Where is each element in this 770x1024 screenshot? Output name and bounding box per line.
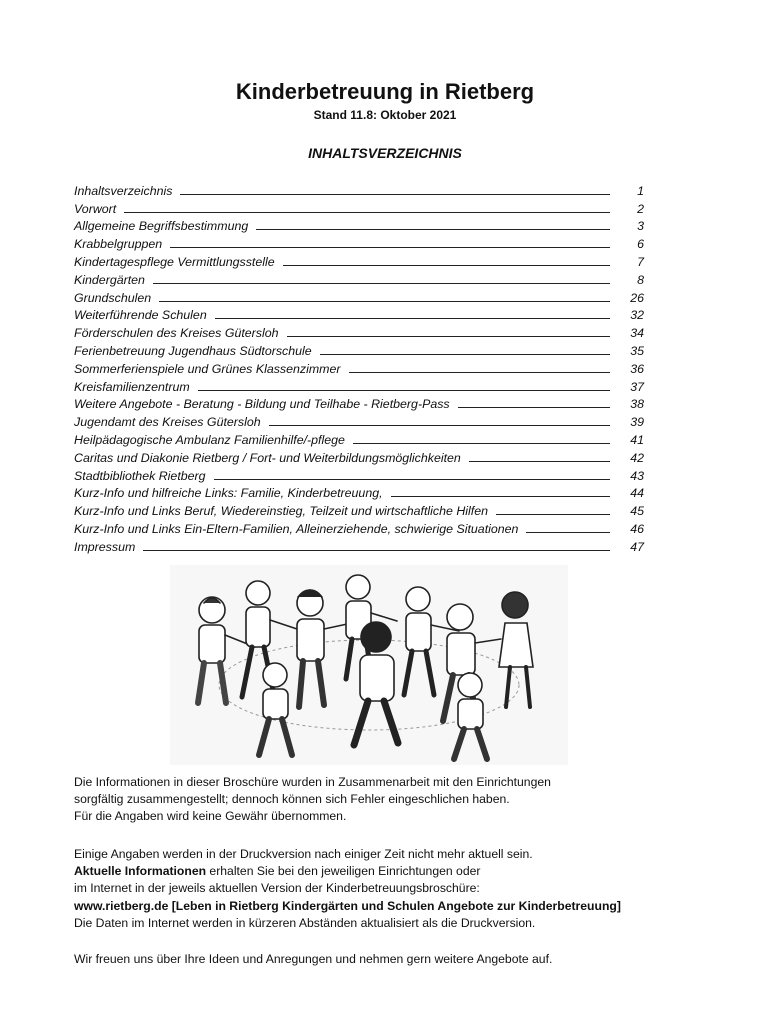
toc-entry-page: 6	[637, 237, 644, 252]
toc-leader-line	[170, 247, 610, 248]
toc-entry	[74, 216, 644, 234]
toc-entry	[74, 322, 644, 340]
toc-entry-page: 38	[630, 397, 644, 412]
current-info-rest: erhalten Sie bei den jeweiligen Einrichtungen oder	[206, 864, 481, 879]
toc-entry-label: Ferienbetreuung Jugendhaus Südtorschule	[74, 343, 312, 358]
toc-leader-line	[214, 479, 610, 480]
toc-entry	[74, 376, 644, 394]
toc-leader-line	[320, 354, 610, 355]
toc-entry	[74, 233, 644, 251]
toc-leader-line	[349, 372, 610, 373]
toc-entry-label: Förderschulen des Kreises Gütersloh	[74, 326, 279, 341]
toc-entry-label: Sommerferienspiele und Grünes Klassenzimmer	[74, 361, 341, 376]
toc-leader-line	[391, 496, 610, 497]
toc-leader-line	[198, 390, 610, 391]
toc-leader-line	[215, 318, 610, 319]
toc-entry-label: Kindertagespflege Vermittlungsstelle	[74, 254, 275, 269]
toc-entry-page: 36	[630, 361, 644, 376]
toc-leader-line	[180, 194, 610, 195]
online-info-line	[74, 863, 621, 880]
toc-entry-page: 46	[630, 521, 644, 536]
page-title: Kinderbetreuung in Rietberg	[235, 79, 535, 104]
toc-entry-page: 1	[637, 183, 644, 198]
toc-entry	[74, 429, 644, 447]
toc-leader-line	[469, 461, 610, 462]
toc-entry	[74, 287, 644, 305]
toc-entry	[74, 269, 644, 287]
children-circle-illustration	[170, 565, 568, 765]
toc-leader-line	[458, 407, 610, 408]
toc-entry-label: Grundschulen	[74, 290, 152, 305]
toc-entry-page: 7	[637, 254, 644, 269]
toc-entry-page: 26	[630, 290, 644, 305]
toc-entry-label: Allgemeine Begriffsbestimmung	[74, 219, 249, 234]
toc-entry-page: 47	[630, 539, 644, 554]
toc-leader-line	[256, 229, 610, 230]
toc-entry	[74, 411, 644, 429]
toc-leader-line	[283, 265, 610, 266]
toc-entry-label: Stadtbibliothek Rietberg	[74, 468, 206, 483]
toc-entry-label: Inhaltsverzeichnis	[74, 183, 173, 198]
toc-entry-page: 34	[630, 326, 644, 341]
toc-entry-label: Impressum	[74, 539, 136, 554]
toc-entry	[74, 500, 644, 518]
toc-entry-label: Caritas und Diakonie Rietberg / Fort- und Weiterbildungsmöglichkeiten	[74, 450, 461, 465]
toc-entry-page: 44	[630, 486, 644, 501]
online-info-line: im Internet in der jeweils aktuellen Version der Kinderbetreuungsbroschüre:	[74, 881, 480, 896]
toc-entry-page: 45	[630, 504, 644, 519]
toc-entry	[74, 198, 644, 216]
toc-entry-label: Weitere Angebote - Beratung - Bildung und Teilhabe - Rietberg-Pass	[74, 397, 450, 412]
toc-entry-page: 8	[637, 272, 644, 287]
toc-entry-page: 43	[630, 468, 644, 483]
toc-entry	[74, 251, 644, 269]
toc-entry	[74, 536, 644, 554]
toc-leader-line	[496, 514, 610, 515]
toc-leader-line	[153, 283, 610, 284]
toc-entry-label: Krabbelgruppen	[74, 237, 163, 252]
toc-entry-page: 2	[637, 201, 644, 216]
toc-leader-line	[353, 443, 610, 444]
toc-entry-page: 3	[637, 219, 644, 234]
closing-line: Wir freuen uns über Ihre Ideen und Anregungen und nehmen gern weitere Angebote auf.	[74, 952, 553, 966]
toc-leader-line	[143, 550, 610, 551]
closing-paragraph	[74, 951, 552, 968]
online-info-line: Die Daten im Internet werden in kürzeren Abständen aktualisiert als die Druckversion.	[74, 915, 536, 930]
toc-leader-line	[124, 212, 610, 213]
disclaimer-line: Die Informationen in dieser Broschüre wurden in Zusammenarbeit mit den Einrichtungen	[74, 775, 551, 789]
disclaimer-paragraph	[74, 774, 551, 826]
online-info-line: Einige Angaben werden in der Druckversion nach einiger Zeit nicht mehr aktuell sein.	[74, 847, 533, 861]
toc-entry	[74, 447, 644, 465]
website-link[interactable]: www.rietberg.de [Leben in Rietberg Kindergärten und Schulen Angebote zur Kinderbetreuung]	[74, 898, 621, 913]
toc-entry	[74, 518, 644, 536]
toc-entry	[74, 394, 644, 412]
toc-heading: INHALTSVERZEICHNIS	[308, 145, 462, 161]
toc-entry-label: Jugendamt des Kreises Gütersloh	[74, 415, 261, 430]
toc-leader-line	[159, 301, 610, 302]
current-info-emphasis: Aktuelle Informationen	[74, 864, 207, 879]
disclaimer-line: sorgfältig zusammengestellt; dennoch können sich Fehler eingeschlichen haben.	[74, 792, 510, 807]
toc-entry-label: Kreisfamilienzentrum	[74, 379, 190, 394]
toc-entry	[74, 358, 644, 376]
toc-leader-line	[269, 425, 610, 426]
toc-entry-label: Kurz-Info und Links Ein-Eltern-Familien, Alleinerziehende, schwierige Situationen	[74, 521, 519, 536]
toc-entry	[74, 483, 644, 501]
toc-entry-label: Kindergärten	[74, 272, 145, 287]
toc-entry-page: 35	[630, 343, 644, 358]
toc-entry	[74, 465, 644, 483]
toc-entry	[74, 180, 644, 198]
table-of-contents	[74, 180, 644, 554]
toc-entry-page: 39	[630, 415, 644, 430]
toc-entry-label: Kurz-Info und Links Beruf, Wiedereinstieg, Teilzeit und wirtschaftliche Hilfen	[74, 504, 489, 519]
online-info-paragraph	[74, 846, 621, 932]
toc-entry-page: 42	[630, 450, 644, 465]
toc-entry-label: Kurz-Info und hilfreiche Links: Familie, Kinderbetreuung,	[74, 486, 383, 501]
toc-entry-label: Vorwort	[74, 201, 117, 216]
toc-leader-line	[287, 336, 610, 337]
toc-entry	[74, 340, 644, 358]
toc-entry-label: Heilpädagogische Ambulanz Familienhilfe/-pflege	[74, 432, 345, 447]
toc-entry-page: 41	[630, 432, 644, 447]
toc-entry	[74, 305, 644, 323]
disclaimer-line: Für die Angaben wird keine Gewähr übernommen.	[74, 809, 347, 824]
toc-entry-page: 37	[630, 379, 644, 394]
stand-date: Stand 11.8: Oktober 2021	[313, 108, 457, 122]
toc-leader-line	[526, 532, 610, 533]
toc-entry-label: Weiterführende Schulen	[74, 308, 207, 323]
toc-entry-page: 32	[630, 308, 644, 323]
